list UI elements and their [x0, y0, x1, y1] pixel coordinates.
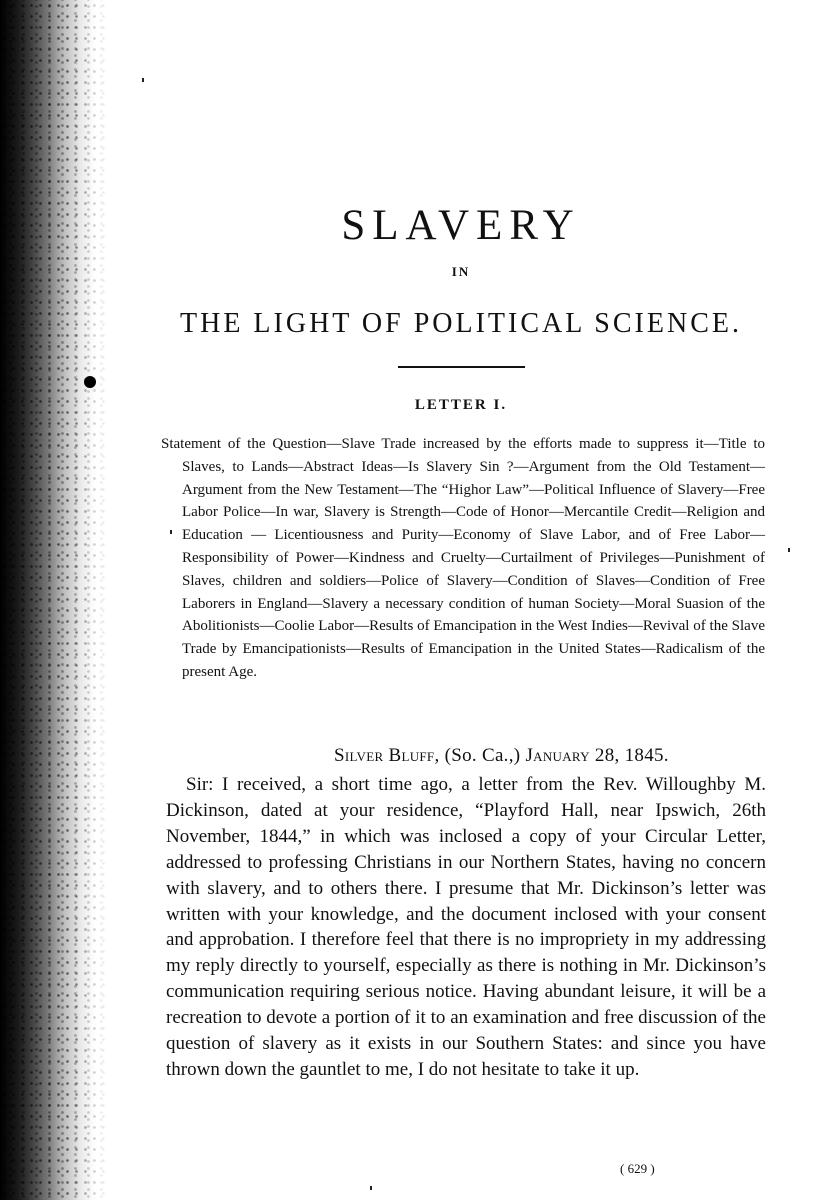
dateline-state: (So. Ca.,)	[444, 745, 521, 766]
letter-heading: LETTER I.	[414, 397, 508, 413]
dateline-date: January 28, 1845.	[525, 745, 669, 766]
page-subtitle: THE LIGHT OF POLITICAL SCIENCE.	[180, 308, 742, 339]
title-rule	[398, 366, 525, 368]
page-number: ( 629 )	[620, 1161, 655, 1176]
letter-summary	[161, 433, 765, 684]
stray-mark	[788, 548, 790, 552]
scan-noise	[0, 0, 110, 1200]
summary-text: Statement of the Question—Slave Trade increased by the efforts made to suppress it—Title to Slaves, to Lands—Abstract Ideas—Is Slavery Sin ?—Argument from the Old Testament—Argument from the New Testament—The “Highor Law”—Political Influence of Slavery—Free Labor Police—In war, Slavery is Strength—Code of Honor—Mercantile Credit—Religion and Education — Licentiousness and Purity—Economy of Slave Labor, and of Free Labor—Responsibility of Power—Kindness and Cruelty—Curtailment of Privileges—Punishment of Slaves, children and soldiers—Police of Slavery—Condition of Slaves—Condition of Free Laborers in England—Slavery a necessary condition of human Society—Moral Suasion of the Abolitionists—Coolie Labor—Results of Emancipation in the West Indies—Revival of the Slave Trade by Emancipationists—Results of Emancipation in the United States—Radicalism of the present Age.	[161, 436, 765, 680]
title-connector: IN	[451, 264, 471, 279]
ink-dot-mark	[84, 376, 96, 388]
stray-mark	[370, 1186, 372, 1190]
dateline	[334, 742, 754, 770]
page-title: SLAVERY	[341, 202, 581, 249]
dateline-place: Silver Bluff,	[334, 745, 440, 766]
body-paragraph: Sir: I received, a short time ago, a letter from the Rev. Willoughby M. Dickinson, dated at your residence, “Playford Hall, near Ipswich, 26th November, 1844,” in which was inclosed a copy of your Circular Letter, addressed to professing Christians in our Northern States, having no concern with slavery, and to others there. I presume that Mr. Dickinson’s letter was written with your knowledge, and the document inclosed with your consent and approbation. I therefore feel that there is no impropriety in my addressing my reply directly to yourself, especially as there is nothing in Mr. Dickinson’s communication requiring serious notice. Having abundant leisure, it will be a recreation to devote a portion of it to an examination and free discussion of the question of slavery as it exists in our Southern States: and since you have thrown down the gauntlet to me, I do not hesitate to take it up.	[166, 774, 766, 1080]
stray-mark	[142, 78, 144, 82]
